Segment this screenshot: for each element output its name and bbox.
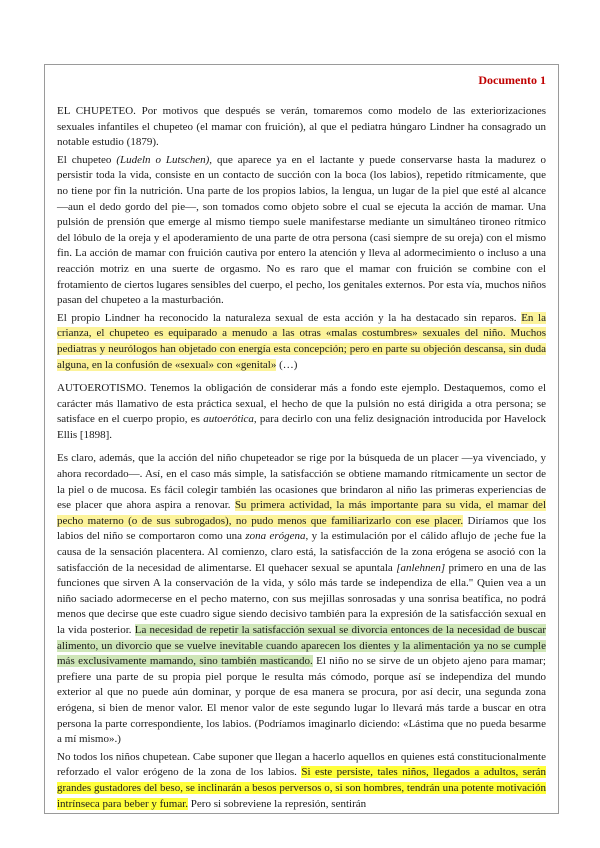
section-placer (57, 451, 546, 812)
document-label: Documento 1 (478, 73, 546, 87)
highlight-bright-yellow: Si este persiste, tales niños, llegados a adultos, serán grandes gustadores del beso, se inclinarán a besos perversos o, si son hombres, tendrán una potente motivación intrínseca para beber y fumar. (57, 766, 546, 810)
highlight-yellow: Su primera actividad, la más importante para su vida, el mamar del pecho materno (o de sus subrogados), no pudo menos que familiarizarlo con ese placer. (57, 499, 546, 527)
paragraph: Es claro, además, que la acción del niño chupeteador se rige por la búsqueda de un placer —ya vivenciado, y ahora recordado—. Así, en el caso más simple, la satisfacción se obtiene mamando rítmicamente un sector de la piel o de mucosa. Es fácil colegir también las ocasiones que brindaron al niño las primeras experiencias de ese placer que ahora aspira a renovar. Su primera actividad, la más importante para su vida, el mamar del pecho materno (o de sus subrogados), no pudo menos que familiarizarlo con ese placer. Diríamos que los labios del niño se comportaron como una zona erógena, y la estimulación por el cálido aflujo de ¡eche fue la causa de la sensación placentera. Al comienzo, claro está, la satisfacción de la zona erógena se asoció con la satisfacción de la necesidad de alimentarse. El quehacer sexual se apuntala [anlehnen] primero en una de las funciones que sirven A la conservación de la vida, y sólo más tarde se independiza de ella." Quien vea a un niño saciado adormecerse en el pecho materno, con sus mejillas sonrosadas y una sonrisa beatífica, no podrá menos que decirse que este cuadro sigue siendo decisivo también para la expresión de la satisfacción sexual en la vida posterior. La necesidad de repetir la satisfacción sexual se divorcia entonces de la necesidad de buscar alimento, un divorcio que se vuelve inevitable cuando aparecen los dientes y la alimentación ya no se cumple más exclusivamente mamando, sino también masticando. El niño no se sirve de un objeto ajeno para mamar; prefiere una parte de su propia piel porque le resulta más cómodo, porque así se independiza del mundo exterior al que no puede aún dominar, y porque de esa manera se procura, por así decir, una segunda zona erógena, si bien de menor valor. El menor valor de este segundo lugar lo llevará más tarde a buscar en otra persona la parte correspondiente, los labios. (Podríamos imaginarlo diciendo: «Lástima que no pueda besarme a mí mismo».) (57, 452, 547, 746)
section-chupeteo (57, 104, 546, 373)
paragraph: No todos los niños chupetean. Cabe suponer que llegan a hacerlo aquellos en quienes está constitucionalmente reforzado el valor erógeno de la zona de los labios. Si este persiste, tales niños, llegados a adultos, serán grandes gustadores del beso, se inclinarán a besos perversos o, si son hombres, tendrán una potente motivación intrínseca para beber y fumar. Pero si sobreviene la represión, sentirán (57, 750, 546, 810)
document-frame (44, 64, 559, 814)
paragraph: EL CHUPETEO. Por motivos que después se verán, tomaremos como modelo de las exteriorizaciones sexuales infantiles el chupeteo (el mamar con fruición), al que el pediatra húngaro Lindner ha consagrado un notable estudio (1879). (57, 105, 546, 149)
paragraph: El chupeteo (Ludeln o Lutschen), que aparece ya en el lactante y puede conservarse hasta la madurez o persistir toda la vida, consiste en un contacto de succión con la boca (los labios), repetido rítmicamente, que no tiene por fin la nutrición. Una parte de los propios labios, la lengua, un lugar de la piel que esté al alcance —aun el dedo gordo del pie—, son tomados como objeto sobre el cual se ejecuta la acción de mamar. Una pulsión de prensión que emerge al mismo tiempo suele manifestarse mediante un simultáneo tironeo rítmico del lóbulo de la oreja y el apoderamiento de una parte de otra persona (casi siempre de su oreja) con el mismo fin. La acción de mamar con fruición cautiva por entero la atención y lleva al adormecimiento o incluso a una reacción motriz en una suerte de orgasmo. No es raro que el mamar con fruición se combine con el frotamiento de ciertos lugares sensibles del cuerpo, el pecho, los genitales externos. Por esta vía, muchos niños pasan del chupeteo a la masturbación. (57, 153, 546, 307)
paragraph: El propio Lindner ha reconocido la naturaleza sexual de esta acción y la ha destacado sin reparos. En la crianza, el chupeteo es equiparado a menudo a las otras «malas costumbres» sexuales del niño. Muchos pediatras y neurólogos han objetado con energía esta concepción; pero en parte su objeción descansa, sin duda alguna, en la confusión de «sexual» con «genital» (…) (57, 311, 546, 371)
highlight-yellow: En la crianza, el chupeteo es equiparado a menudo a las otras «malas costumbres» sexuales del niño. Muchos pediatras y neurólogos han objetado con energía esta concepción; pero en parte su objeción descansa, sin duda alguna, en la confusión de «sexual» con «genital» (57, 311, 546, 371)
section-autoerotismo (57, 381, 546, 443)
highlight-green: La necesidad de repetir la satisfacción sexual se divorcia entonces de la necesidad de buscar alimento, un divorcio que se vuelve inevitable cuando aparecen los dientes y la alimentación ya no se cumple más exclusivamente mamando, sino también masticando. (57, 624, 547, 668)
paragraph: AUTOEROTISMO. Tenemos la obligación de considerar más a fondo este ejemplo. Destaquemos, como el carácter más llamativo de esta práctica sexual, el hecho de que la pulsión no está dirigida a otra persona; se satisface en el cuerpo propio, es autoerótica, para decirlo con una feliz designación introducida por Havelock Ellis [1898]. (57, 382, 547, 441)
